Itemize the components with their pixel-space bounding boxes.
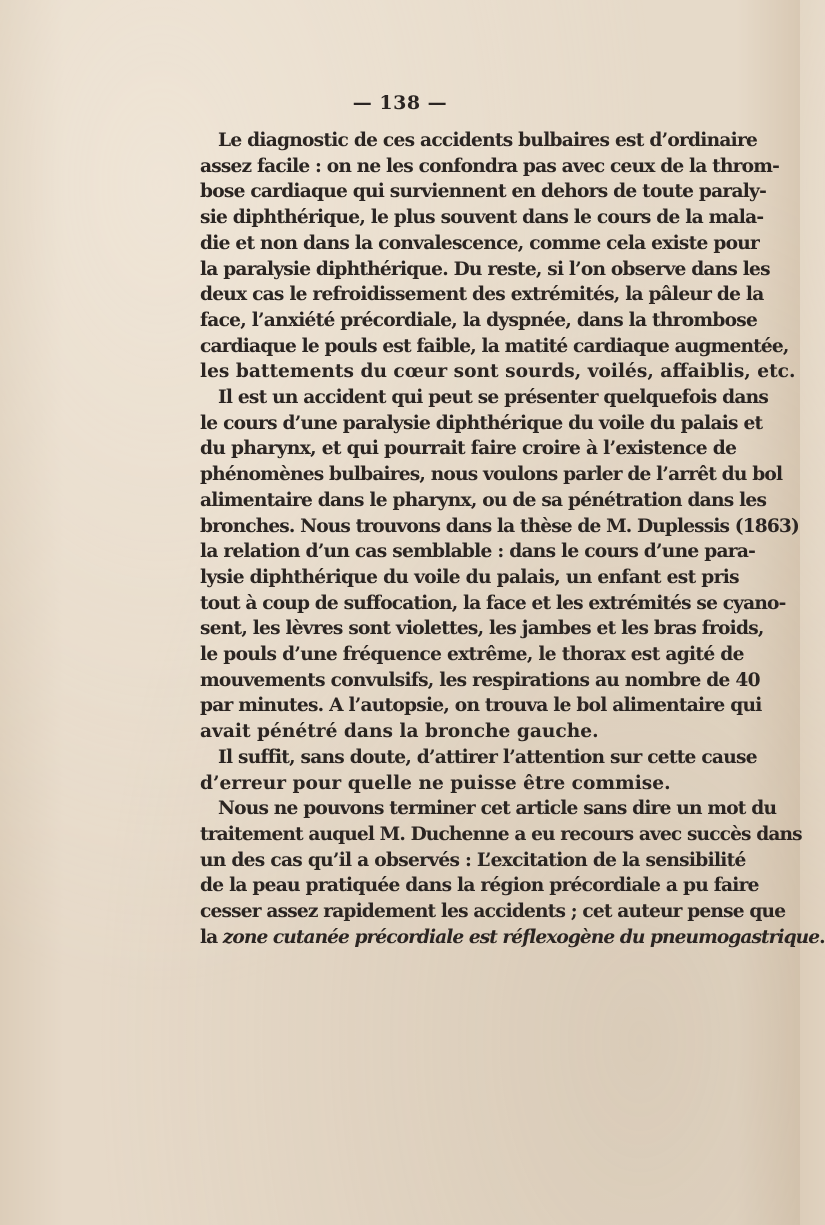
text-line: assez facile : on ne les confondra pas avec ceux de la throm- [200,155,779,177]
text-line: un des cas qu’il a observés : L’excitation de la sensibilité [200,849,746,871]
paragraph-3 [200,745,757,796]
text-line: du pharynx, et qui pourrait faire croire à l’existence de [200,438,737,460]
paragraph-1 [200,128,796,385]
text-line: par minutes. A l’autopsie, on trouva le bol alimentaire qui [200,695,762,717]
final-line-prefix: la [200,926,223,948]
text-line: Nous ne pouvons terminer cet article sans dire un mot du [218,798,777,820]
text-line: sent, les lèvres sont violettes, les jambes et les bras froids, [200,618,764,640]
text-line: alimentaire dans le pharynx, ou de sa pénétration dans les [200,489,767,511]
text-line: Le diagnostic de ces accidents bulbaires est d’ordinaire [218,130,758,151]
text-line: la paralysie diphthérique. Du reste, si l’on observe dans les [200,258,770,280]
text-line: phénomènes bulbaires, nous voulons parler de l’arrêt du bol [200,464,783,486]
text-line: bronches. Nous trouvons dans la thèse de M. Duplessis (1863) [200,515,799,537]
text-line: le cours d’une paralysie diphthérique du voile du palais et [200,412,763,434]
text-line: mouvements convulsifs, les respirations au nombre de 40 [200,669,760,691]
text-line: sie diphthérique, le plus souvent dans le cours de la mala- [200,207,764,229]
paragraph-4 [200,796,825,950]
text-line: les battements du cœur sont sourds, voilés, affaiblis, etc. [200,361,796,383]
text-line: tout à coup de suffocation, la face et les extrémités se cyano- [200,592,786,614]
text-line: traitement auquel M. Duchenne a eu recours avec succès dans [200,823,802,845]
text-line: deux cas le refroidissement des extrémités, la pâleur de la [200,284,764,306]
text-line: Il suffit, sans doute, d’attirer l’attention sur cette cause [218,746,757,768]
paragraph-2 [200,385,799,745]
final-line-italic: zone cutanée précordiale est réflexogène du pneumogastrique [222,926,820,948]
text-line: face, l’anxiété précordiale, la dyspnée, dans la thrombose [200,309,758,331]
page-number: — 138 — [352,92,448,114]
text-line: cardiaque le pouls est faible, la matité cardiaque augmentée, [200,335,789,357]
text-line: d’erreur pour quelle ne puisse être commise. [200,772,671,794]
text-line: de la peau pratiquée dans la région précordiale a pu faire [200,875,759,897]
text-line: die et non dans la convalescence, comme cela existe pour [200,232,760,254]
final-line [200,925,825,951]
final-line-suffix: . [819,926,825,948]
text-line: avait pénétré dans la bronche gauche. [200,721,599,743]
text-line: le pouls d’une fréquence extrême, le thorax est agité de [200,644,744,666]
text-line: lysie diphthérique du voile du palais, un enfant est pris [200,566,739,588]
body-text [200,128,825,951]
text-line: la relation d’un cas semblable : dans le cours d’une para- [200,541,756,563]
text-line: Il est un accident qui peut se présenter quelquefois dans [218,387,769,409]
text-line: cesser assez rapidement les accidents ; cet auteur pense que [200,901,786,923]
text-line: bose cardiaque qui surviennent en dehors de toute paraly- [200,181,767,203]
